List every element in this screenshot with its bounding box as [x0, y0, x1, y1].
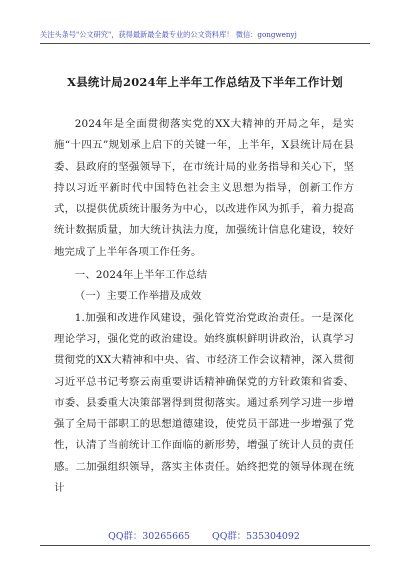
- header-divider: [40, 43, 370, 44]
- footer-qq-group-2: QQ群：535304092: [212, 531, 300, 542]
- header-banner: 关注头条号"公文研究"，获得最新最全最专业的公文资料库！ 微信：gongwenyj: [40, 30, 297, 39]
- footer-qq-group-1: QQ群：30265665: [108, 531, 191, 542]
- document-title: X县统计局2024年上半年工作总结及下半年工作计划: [67, 75, 343, 89]
- document-body: [54, 114, 354, 499]
- subsection-heading: （一）主要工作举措及成效: [74, 290, 202, 303]
- footer-qq-groups: [0, 530, 408, 544]
- section-heading: 一、2024年上半年工作总结: [74, 269, 208, 282]
- body-paragraph: 1.加强和改进作风建设，强化管党治党政治责任。一是深化理论学习，强化党的政治建设。始终旗帜鲜明讲政治，认真学习贯彻党的XX大精神和中央、省、市经济工作会议精神，深入贯彻习近平总书记考察云南重要讲话精神确保党的方针政策和省委、市委、县委重大决策部署得到贯彻落实。通过系列学习进一步增强了全局干部职工的思想道德建设，使党员干部进一步增强了党性，认清了当前统计工作面临的新形势，增强了统计人员的责任感。二加强组织领导，落实主体责任。始终把党的领导体现在统计: [54, 311, 354, 495]
- intro-paragraph: 2024年是全面贯彻落实党的XX大精神的开局之年，是实施“十四五”规划承上启下的关键一年，上半年，X县统计局在县委、县政府的坚强领导下，在市统计局的业务指导和关心下，坚持以习近平新时代中国特色社会主义思想为指导，创新工作方式，以提供优质统计服务为中心，以改进作风为抓手，着力提高统计数据质量，加大统计执法力度，加强统计信息化建设，较好地完成了上半年各项工作任务。: [54, 118, 354, 258]
- footer-divider: [40, 545, 370, 546]
